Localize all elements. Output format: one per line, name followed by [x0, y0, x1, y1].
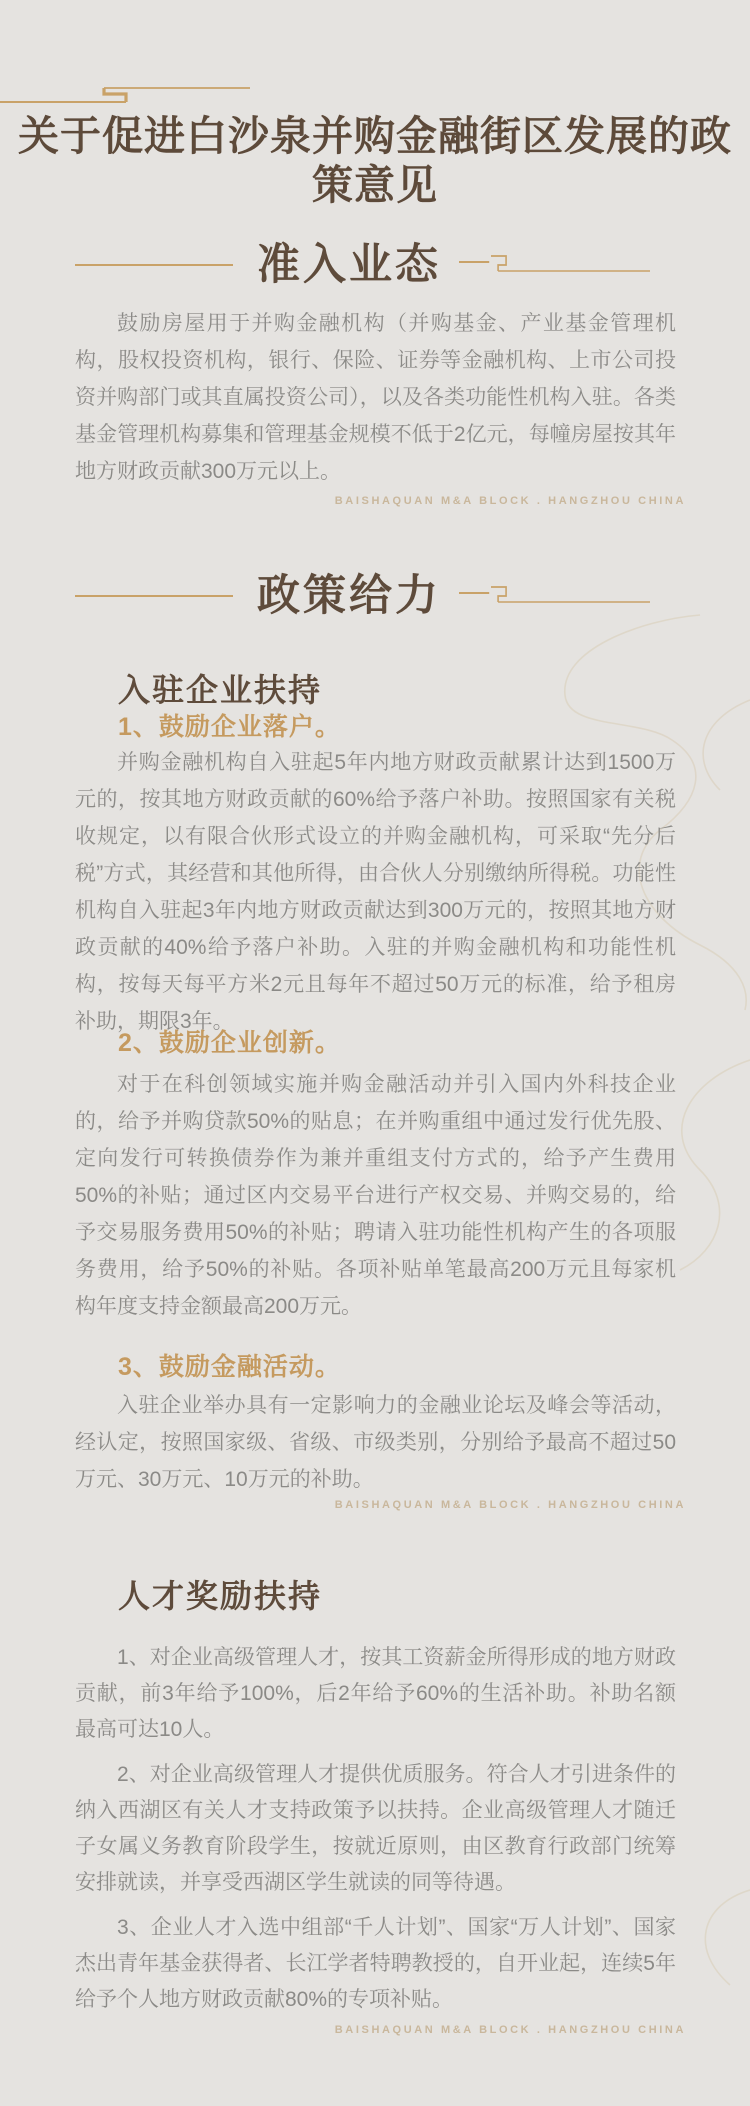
section-header-access — [75, 240, 650, 290]
header-line-left — [75, 264, 233, 266]
header-line-left — [75, 595, 233, 597]
top-meander-icon — [0, 80, 260, 108]
talent-paragraph-1: 1、对企业高级管理人才，按其工资薪金所得形成的地方财政贡献，前3年给予100%，后2年给予60%的生活补助。补助名额最高可达10人。 — [75, 1646, 676, 1741]
page-title: 关于促进白沙泉并购金融街区发展的政策意见 — [18, 112, 732, 210]
talent-paragraph-2: 2、对企业高级管理人才提供优质服务。符合人才引进条件的纳入西湖区有关人才支持政策予以扶持。企业高级管理人才随迁子女属义务教育阶段学生，按就近原则，由区教育行政部门统筹安排就读，并享受西湖区学生就读的同等待遇。 — [75, 1763, 676, 1894]
subsection-title-talent-support: 人才奖励扶持 — [118, 1578, 323, 1614]
header-hook-line-icon — [459, 253, 650, 277]
watermark-text: BAISHAQUAN M&A BLOCK . HANGZHOU CHINA — [334, 2024, 686, 2036]
section-header-policy — [75, 571, 650, 621]
talent-paragraph-3: 3、企业人才入选中组部“千人计划”、国家“万人计划”、国家杰出青年基金获得者、长江学者特聘教授的，自开业起，连续5年给予个人地方财政贡献80%的专项补贴。 — [75, 1916, 676, 2011]
item-text-finance-activity: 入驻企业举办具有一定影响力的金融业论坛及峰会等活动，经认定，按照国家级、省级、市级类别，分别给予最高不超过50万元、30万元、10万元的补助。 — [75, 1394, 676, 1491]
section-title: 准入业态 — [257, 240, 441, 289]
item-label-settle: 1、鼓励企业落户。 — [118, 713, 341, 741]
access-intro-paragraph: 鼓励房屋用于并购金融机构（并购基金、产业基金管理机构，股权投资机构，银行、保险、证券等金融机构、上市公司投资并购部门或其直属投资公司），以及各类功能性机构入驻。各类基金管理机构募集和管理基金规模不低于2亿元，每幢房屋按其年地方财政贡献300万元以上。 — [75, 312, 676, 483]
section-title: 政策给力 — [257, 571, 441, 620]
item-label-finance-activity: 3、鼓励金融活动。 — [118, 1353, 341, 1381]
item-text-innovation: 对于在科创领域实施并购金融活动并引入国内外科技企业的，给予并购贷款50%的贴息；在并购重组中通过发行优先股、定向发行可转换债券作为兼并重组支付方式的，给予产生费用50%的补贴；通过区内交易平台进行产权交易、并购交易的，给予交易服务费用50%的补贴；聘请入驻功能性机构产生的各项服务费用，给予50%的补贴。各项补贴单笔最高200万元且每家机构年度支持金额最高200万元。 — [75, 1073, 676, 1318]
item-text-settle: 并购金融机构自入驻起5年内地方财政贡献累计达到1500万元的，按其地方财政贡献的60%给予落户补助。按照国家有关税收规定，以有限合伙形式设立的并购金融机构，可采取“先分后税”方式，其经营和其他所得，由合伙人分别缴纳所得税。功能性机构自入驻起3年内地方财政贡献达到300万元的，按照其地方财政贡献的40%给予落户补助。入驻的并购金融机构和功能性机构，按每天每平方米2元且每年不超过50万元的标准，给予租房补助，期限3年。 — [75, 751, 676, 1033]
talent-paragraphs — [75, 1640, 676, 2027]
header-hook-line-icon — [459, 584, 650, 608]
subsection-title-enterprise-support: 入驻企业扶持 — [118, 672, 323, 708]
item-label-innovation: 2、鼓励企业创新。 — [118, 1029, 341, 1057]
watermark-text: BAISHAQUAN M&A BLOCK . HANGZHOU CHINA — [334, 495, 686, 507]
watermark-text: BAISHAQUAN M&A BLOCK . HANGZHOU CHINA — [334, 1499, 686, 1511]
